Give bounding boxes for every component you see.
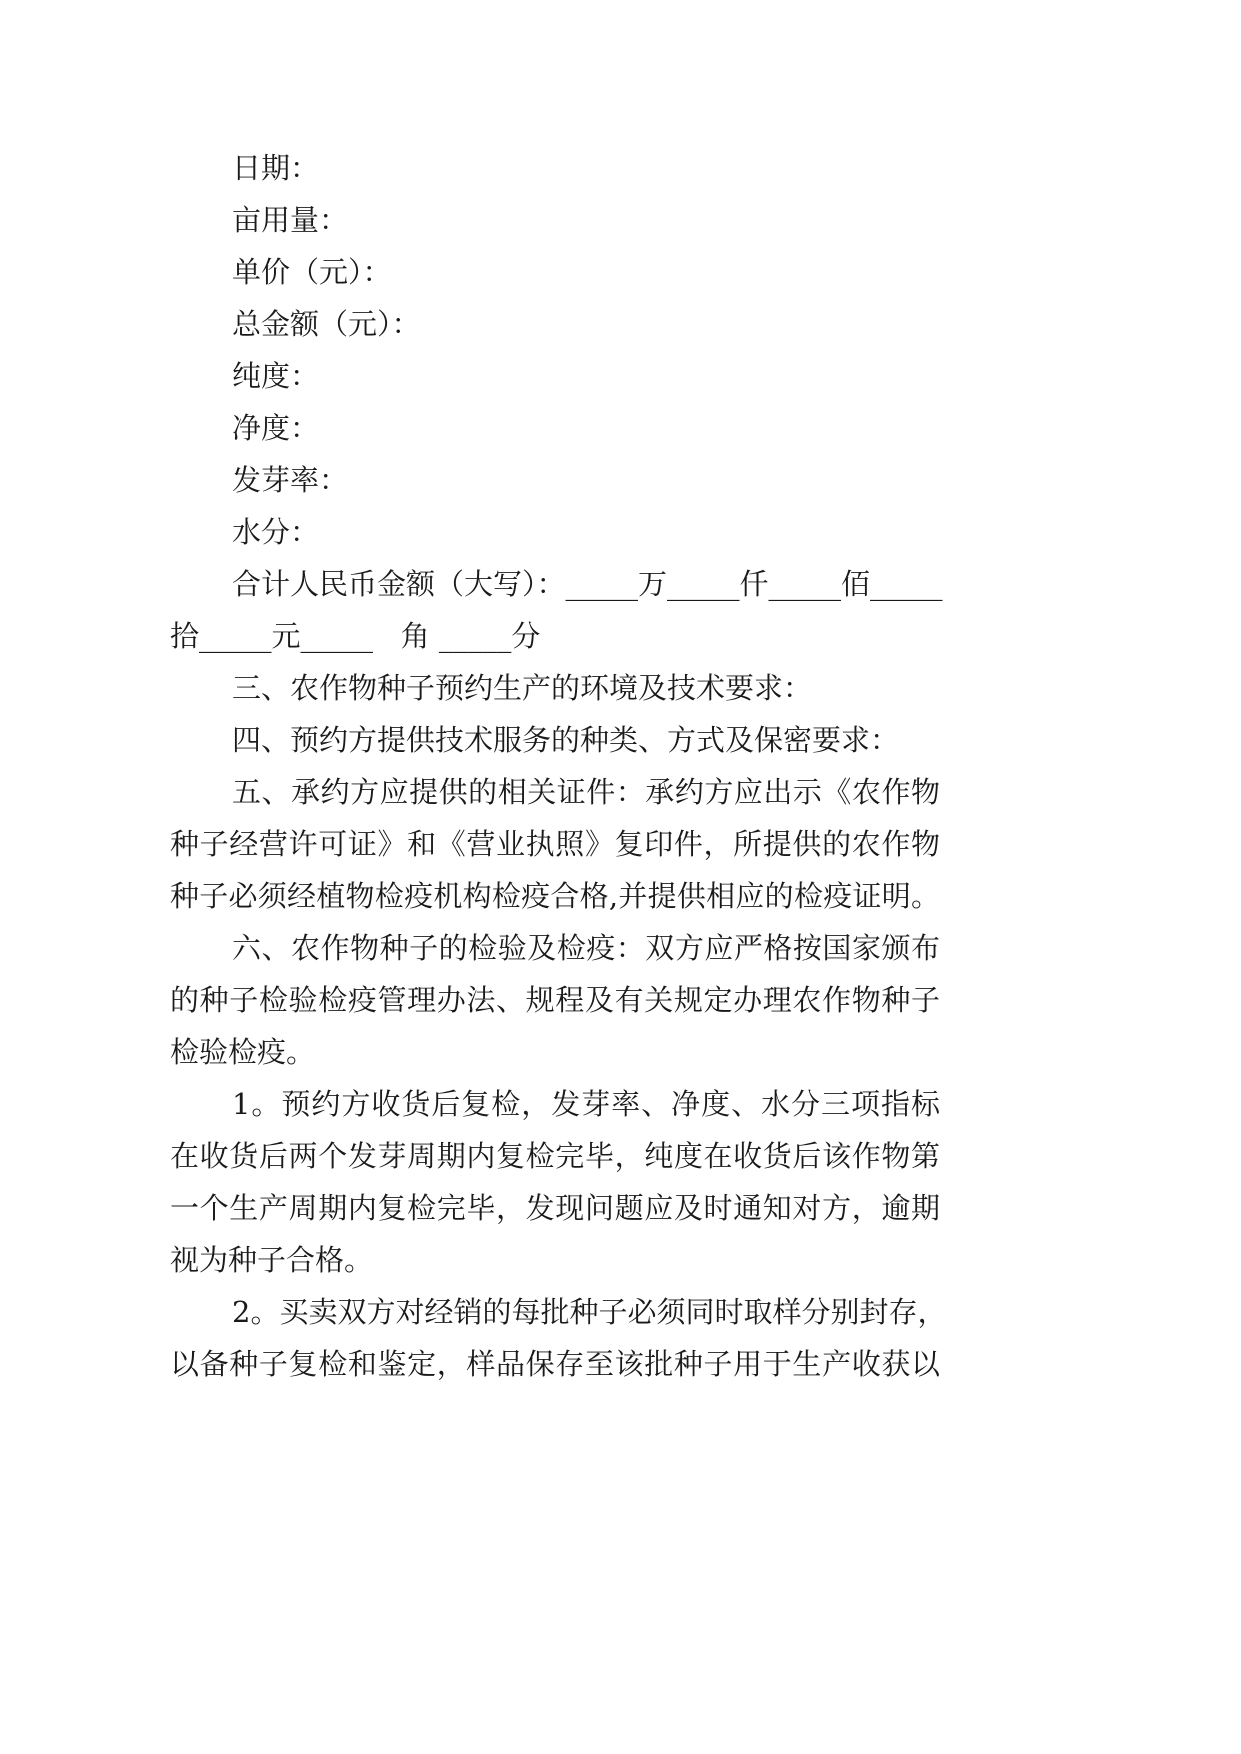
section-6-line-1: 六、农作物种子的检验及检疫：双方应严格按国家颁布 [232,931,940,965]
item-1-line-1: 1。预约方收货后复检，发芽率、净度、水分三项指标 [232,1087,940,1121]
field-date: 日期： [232,151,320,185]
item-2-line-1: 2。买卖双方对经销的每批种子必须同时取样分别封存， [232,1295,947,1329]
section-6-line-2: 的种子检验检疫管理办法、规程及有关规定办理农作物种子 [170,983,940,1017]
total-rmb-line-1: 合计人民币金额（大写）：_____万_____仟_____佰_____ [232,567,943,601]
section-3: 三、农作物种子预约生产的环境及技术要求： [232,671,813,705]
section-6-line-3: 检验检疫。 [170,1035,316,1069]
field-cleanliness: 净度： [232,411,320,445]
item-2-line-2: 以备种子复检和鉴定，样品保存至该批种子用于生产收获以 [170,1347,940,1381]
field-unit-price: 单价（元）： [232,255,392,289]
item-1-line-4: 视为种子合格。 [170,1243,374,1277]
total-rmb-line-2: 拾_____元_____ 角 _____分 [170,619,541,653]
section-5-line-1: 五、承约方应提供的相关证件：承约方应出示《农作物 [232,775,940,809]
section-5-line-2: 种子经营许可证》和《营业执照》复印件，所提供的农作物 [170,827,940,861]
section-5-line-3: 种子必须经植物检疫机构检疫合格,并提供相应的检疫证明。 [170,879,940,913]
item-1-line-2: 在收货后两个发芽周期内复检完毕，纯度在收货后该作物第 [170,1139,940,1173]
field-moisture: 水分： [232,515,320,549]
field-total-amount: 总金额（元）： [232,307,421,341]
item-1-line-3: 一个生产周期内复检完毕，发现问题应及时通知对方，逾期 [170,1191,940,1225]
field-purity: 纯度： [232,359,320,393]
field-mu-amount: 亩用量： [232,203,349,237]
field-germination: 发芽率： [232,463,349,497]
section-4: 四、预约方提供技术服务的种类、方式及保密要求： [232,723,900,757]
